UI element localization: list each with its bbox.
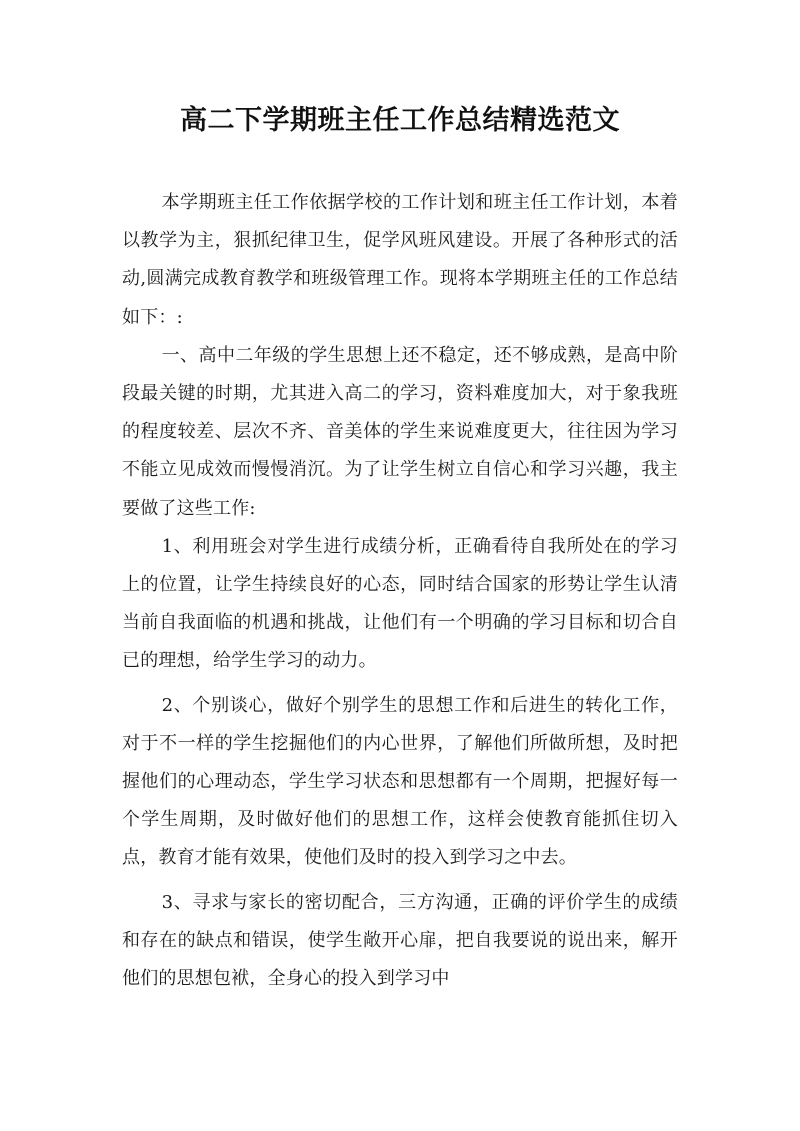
paragraph-intro: 本学期班主任工作依据学校的工作计划和班主任工作计划，本着以教学为主，狠抓纪律卫生，促学风班风建设。开展了各种形式的活动,圆满完成教育教学和班级管理工作。现将本学期班主任的工作总结如下：: <box>122 192 678 328</box>
paragraph-item-3: 3、寻求与家长的密切配合，三方沟通，正确的评价学生的成绩和存在的缺点和错误，使学生敞开心扉，把自我要说的说出来，解开他们的思想包袱，全身心的投入到学习中 <box>122 891 678 990</box>
paragraph-item-1: 1、利用班会对学生进行成绩分析，正确看待自我所处在的学习上的位置，让学生持续良好的心态，同时结合国家的形势让学生认清当前自我面临的机遇和挑战，让他们有一个明确的学习目标和切合自已的理想，给学生学习的动力。 <box>122 535 678 672</box>
document-title: 高二下学期班主任工作总结精选范文 <box>180 105 620 136</box>
document-body <box>122 184 678 998</box>
paragraph-section-one: 一、高中二年级的学生思想上还不稳定，还不够成熟，是高中阶段最关键的时期，尤其进入高二的学习，资料难度加大，对于象我班的程度较差、层次不齐、音美体的学生来说难度更大，往往因为学习不能立见成效而慢慢消沉。为了让学生树立自信心和学习兴趣，我主要做了这些工作: <box>122 344 678 519</box>
paragraph-item-2: 2、个别谈心，做好个别学生的思想工作和后进生的转化工作，对于不一样的学生挖掘他们的内心世界，了解他们所做所想，及时把握他们的心理动态，学生学习状态和思想都有一个周期，把握好每一个学生周期，及时做好他们的思想工作，这样会使教育能抓住切入点，教育才能有效果，使他们及时的投入到学习之中去。 <box>122 694 678 869</box>
